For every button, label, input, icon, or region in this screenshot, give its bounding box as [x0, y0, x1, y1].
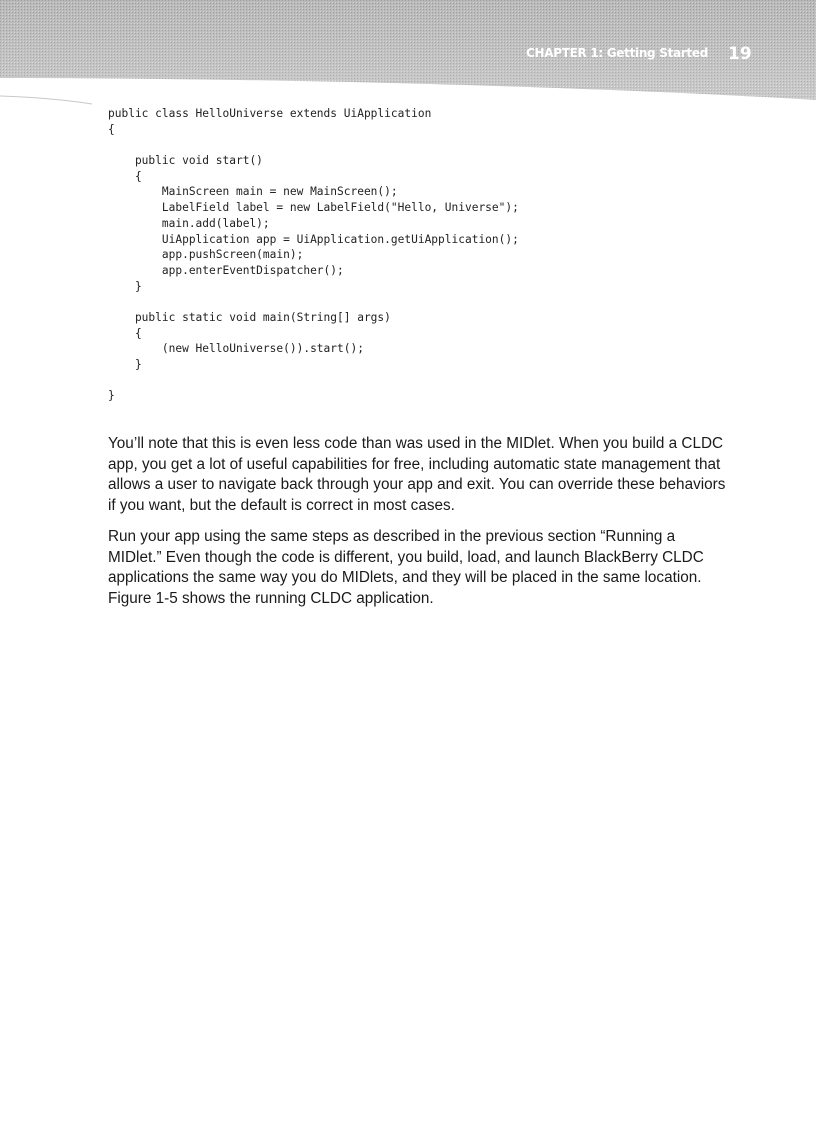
code-line: app.pushScreen(main); [108, 248, 304, 262]
code-line: } [108, 358, 142, 371]
code-line [108, 373, 519, 389]
code-line: public class HelloUniverse extends UiApplication [108, 107, 432, 120]
code-line: (new HelloUniverse()).start(); [108, 342, 364, 356]
page-header [0, 0, 816, 110]
code-line: { [108, 169, 142, 183]
code-line: LabelField label = new LabelField("Hello, Universe"); [108, 201, 519, 215]
code-line: public void start() [108, 154, 263, 168]
chapter-label: CHAPTER 1: Getting Started [525, 46, 708, 60]
paragraph: Run your app using the same steps as described in the previous section “Running a MIDlet.” Even though the code is different, you build, load, and launch BlackBerry CLDC applications the same way you do MIDlets, and they will be placed in the same location. Figure 1-5 shows the running CLDC application. [108, 528, 704, 607]
code-line: MainScreen main = new MainScreen(); [108, 185, 398, 199]
code-line [108, 294, 519, 310]
code-line: } [108, 389, 115, 403]
code-line: } [108, 279, 142, 293]
code-line [108, 137, 519, 153]
code-line: UiApplication app = UiApplication.getUiApplication(); [108, 232, 519, 246]
body-text [108, 434, 728, 620]
code-line: public static void main(String[] args) [108, 310, 391, 324]
page-number: 19 [728, 44, 752, 64]
code-line: { [108, 122, 115, 136]
code-listing [108, 106, 519, 404]
code-line: app.enterEventDispatcher(); [108, 263, 344, 277]
code-line: { [108, 326, 142, 340]
paragraph: You’ll note that this is even less code than was used in the MIDlet. When you build a CLDC app, you get a lot of useful capabilities for free, including automatic state management that allows a user to navigate back through your app and exit. You can override these behaviors if you want, but the default is correct in most cases. [108, 435, 726, 514]
code-line: main.add(label); [108, 216, 270, 230]
